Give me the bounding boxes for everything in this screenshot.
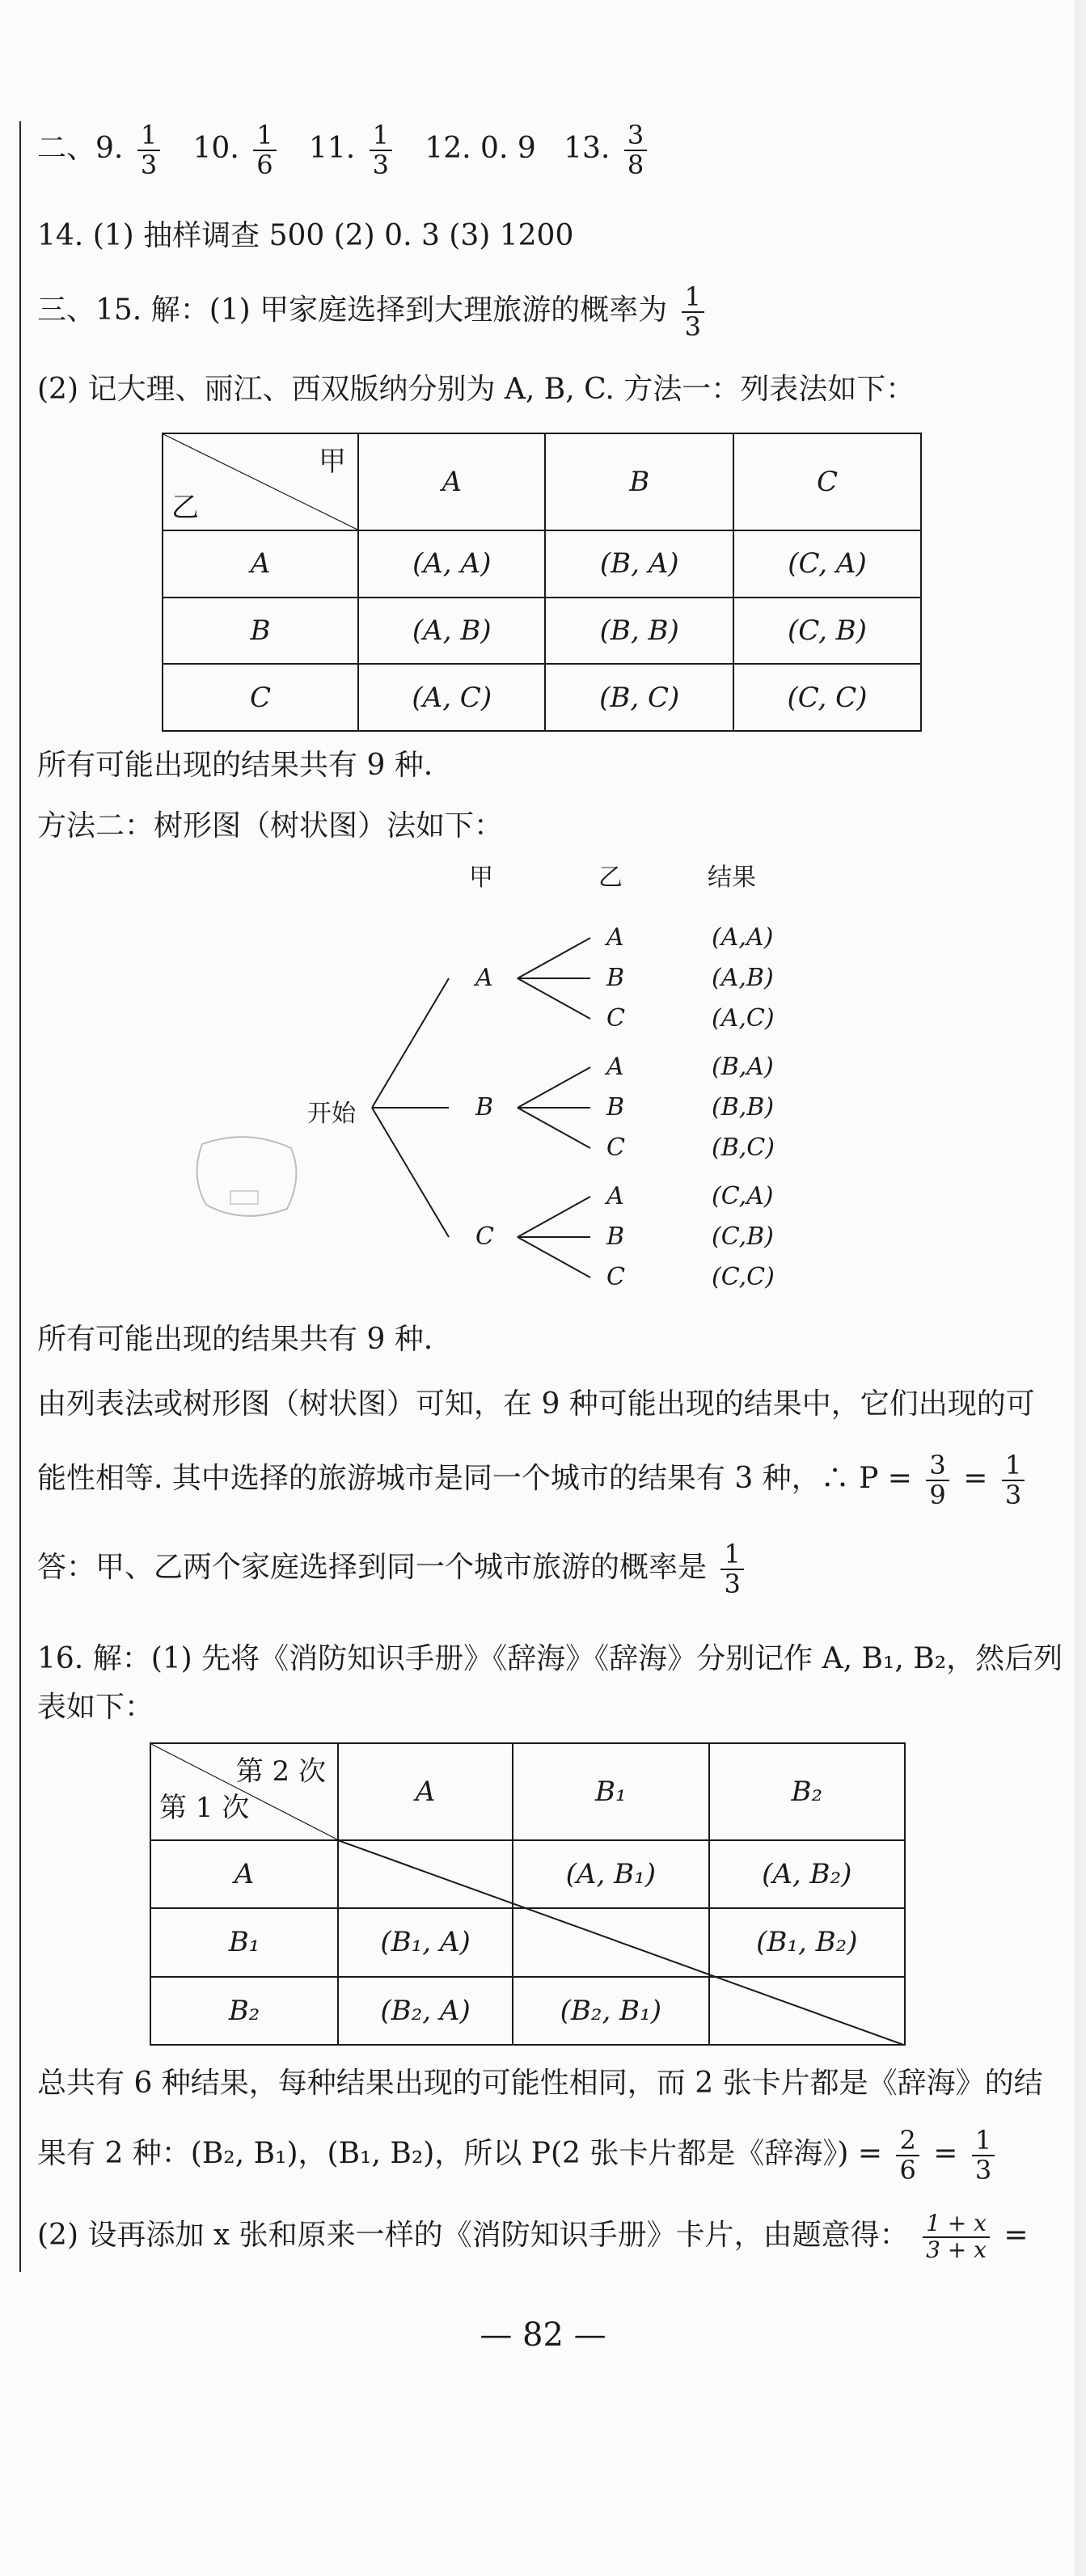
tree-result: (B,C) — [712, 1134, 775, 1162]
q15-answer-text: 答：甲、乙两个家庭选择到同一个城市旅游的概率是 — [37, 1551, 708, 1585]
q16-part2-text: (2) 设再添加 x 张和原来一样的《消防知识手册》卡片，由题意得： — [37, 2218, 909, 2252]
table-cell: (A, A) — [358, 530, 545, 598]
q16-total-2-text: 果有 2 种：(B₂, B₁)，(B₁, B₂)，所以 P(2 张卡片都是《辞海》) = — [37, 2137, 883, 2171]
q15-reason-2 — [37, 1451, 1029, 1510]
q12-answer: 12. 0. 9 — [425, 132, 536, 166]
q16-part1-cont: 表如下： — [37, 1691, 154, 1724]
table-row-label: A — [163, 530, 358, 598]
table-cell: (A, C) — [358, 664, 545, 731]
q15-reason-2-text: 能性相等. 其中选择的旅游城市是同一个城市的结果有 3 种，∴ P = — [37, 1462, 912, 1496]
q15-total-2: 所有可能出现的结果共有 9 种. — [37, 1323, 433, 1356]
tree-header-result: 结果 — [708, 864, 756, 892]
tree-header-yi: 乙 — [598, 864, 623, 892]
table-corner-cell — [150, 1743, 338, 1840]
tree-result: (A,B) — [712, 964, 774, 992]
equals-sign: = — [933, 2137, 958, 2171]
tree-node-l2: A — [606, 1053, 624, 1081]
tree-diagram — [275, 857, 841, 1310]
table-header: B₂ — [709, 1743, 905, 1840]
q11-fraction: $\frac{1}{3}$ — [370, 121, 392, 179]
table-cell: (B, A) — [545, 530, 733, 598]
tree-node-l2: C — [606, 1004, 625, 1033]
table-header: B₁ — [513, 1743, 708, 1840]
q15-part2-intro: (2) 记大理、丽江、西双版纳分别为 A, B, C. 方法一：列表法如下： — [37, 373, 915, 406]
table-cell: (C, B) — [733, 598, 921, 665]
tree-node-l2: B — [606, 1223, 625, 1251]
q16-total-1: 总共有 6 种结果，每种结果出现的可能性相同，而 2 张卡片都是《辞海》的结 — [37, 2067, 1043, 2100]
corner-label-first: 第 1 次 — [159, 1792, 250, 1824]
tree-node-l2: B — [606, 1093, 625, 1121]
table-cell: (A, B₁) — [513, 1840, 708, 1908]
tree-node-l1: C — [475, 1223, 494, 1251]
q13-fraction: $\frac{3}{8}$ — [624, 121, 647, 179]
tree-result: (B,A) — [712, 1053, 774, 1081]
corner-label-second: 第 2 次 — [235, 1755, 326, 1788]
table-row-label: C — [163, 664, 358, 731]
corner-label-yi: 乙 — [171, 492, 199, 524]
section-2-answers — [37, 121, 652, 179]
q16-total-2 — [37, 2126, 999, 2185]
q15-table — [162, 433, 922, 732]
tree-node-l2: A — [606, 1182, 624, 1210]
tree-node-l1: A — [475, 964, 493, 992]
q16-part2-fraction: $\frac{1 + x}{3 + x}$ — [923, 2211, 990, 2263]
tree-node-l2: C — [606, 1263, 625, 1291]
table-cell: (B, C) — [545, 664, 733, 731]
table-cell: (A, B₂) — [709, 1840, 905, 1908]
table-cell: (B, B) — [545, 598, 733, 665]
equals-sign: = — [963, 1462, 988, 1496]
q10-number: 10. — [192, 132, 239, 166]
q16-fraction-2: $\frac{1}{3}$ — [972, 2126, 995, 2185]
q15-reason-1: 由列表法或树形图（树状图）可知，在 9 种可能出现的结果中，它们出现的可 — [37, 1387, 1035, 1421]
q16-part2 — [37, 2211, 1029, 2263]
table-header: C — [733, 433, 921, 530]
tree-node-l2: B — [606, 964, 625, 992]
q9-number: 二、9. — [37, 132, 124, 166]
page-edge — [1075, 0, 1086, 2576]
table-diagonal — [336, 1839, 906, 2046]
table-row-label: B₁ — [150, 1908, 338, 1976]
q15-answer — [37, 1540, 749, 1598]
table-row-label: A — [150, 1840, 338, 1908]
left-margin-rule — [19, 121, 21, 2272]
q15-method2: 方法二：树形图（树状图）法如下： — [37, 809, 504, 842]
q15-reason-fraction-2: $\frac{1}{3}$ — [1002, 1451, 1025, 1510]
q10-fraction: $\frac{1}{6}$ — [253, 121, 276, 179]
table-cell: (B₂, B₁) — [513, 1977, 708, 2045]
tree-header-jia: 甲 — [469, 864, 493, 892]
q15-total-1: 所有可能出现的结果共有 9 种. — [37, 749, 433, 782]
tree-result: (A,A) — [712, 923, 774, 952]
q13-number: 13. — [564, 132, 611, 166]
tree-result: (C,A) — [712, 1182, 774, 1210]
table-cell: (B₁, A) — [338, 1908, 513, 1976]
table-cell: (B₁, B₂) — [709, 1908, 905, 1976]
table-corner-cell — [163, 433, 358, 530]
table-header: B — [545, 433, 733, 530]
tree-result: (B,B) — [712, 1093, 775, 1121]
tree-node-l2: C — [606, 1134, 625, 1162]
table-row-label: B₂ — [150, 1977, 338, 2045]
q15-part1-fraction: $\frac{1}{3}$ — [682, 283, 704, 341]
table-header: A — [338, 1743, 513, 1840]
tree-result: (A,C) — [712, 1004, 775, 1033]
tree-result: (C,B) — [712, 1223, 774, 1251]
q11-number: 11. — [308, 132, 356, 166]
table-cell: (C, A) — [733, 530, 921, 598]
table-cell: (C, C) — [733, 664, 921, 731]
watermark-stamp — [186, 1128, 307, 1225]
q15-reason-fraction-1: $\frac{3}{9}$ — [926, 1451, 949, 1510]
tree-start: 开始 — [307, 1100, 356, 1128]
q15-part1 — [37, 283, 709, 341]
equals-sign: = — [1004, 2218, 1029, 2252]
table-header: A — [358, 433, 545, 530]
table-cell: (A, B) — [358, 598, 545, 665]
q9-fraction: $\frac{1}{3}$ — [137, 121, 160, 179]
q15-answer-fraction: $\frac{1}{3}$ — [720, 1540, 743, 1598]
corner-label-jia: 甲 — [319, 446, 346, 478]
tree-node-l2: A — [606, 923, 624, 952]
tree-node-l1: B — [475, 1093, 494, 1121]
table-row-label: B — [163, 598, 358, 665]
page-number: — 82 — — [480, 2316, 606, 2354]
q15-part1-text: 三、15. 解：(1) 甲家庭选择到大理旅游的概率为 — [37, 293, 668, 327]
q16-fraction-1: $\frac{2}{6}$ — [896, 2126, 919, 2185]
q14-answer: 14. (1) 抽样调查 500 (2) 0. 3 (3) 1200 — [37, 219, 574, 252]
table-cell: (B₂, A) — [338, 1977, 513, 2045]
tree-result: (C,C) — [712, 1263, 775, 1291]
q16-part1: 16. 解：(1) 先将《消防知识手册》《辞海》《辞海》分别记作 A, B₁, B₂，然后列 — [37, 1642, 1063, 1675]
